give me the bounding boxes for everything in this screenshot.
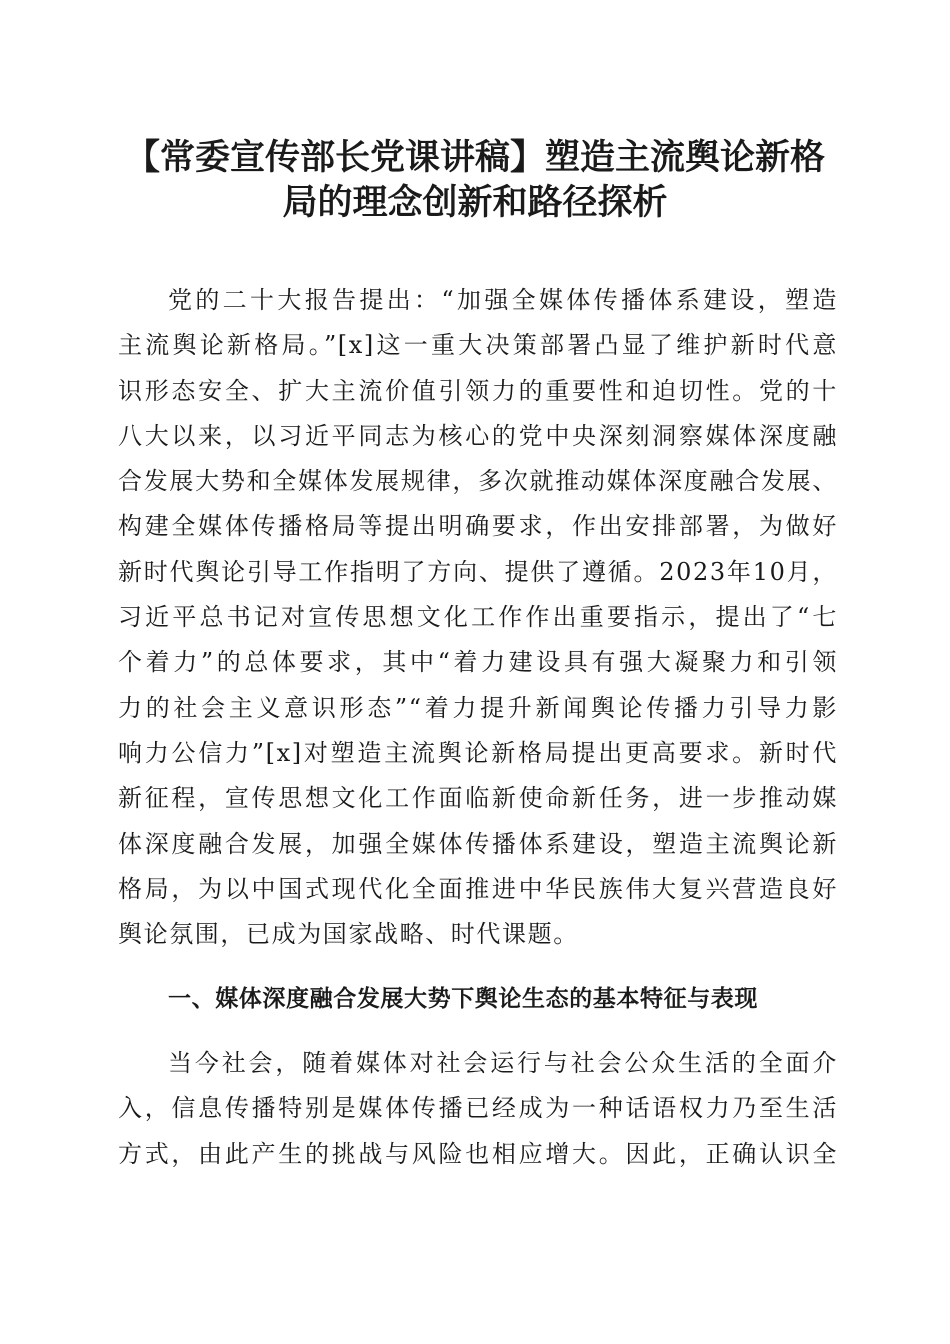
title-line: 【常委宣传部长党课讲稿】塑造主流舆论新格 [124, 138, 825, 178]
paragraph-line: 方式，由此产生的挑战与风险也相应增大。因此，正确认识全 [118, 1139, 838, 1168]
paragraph-line: 新征程，宣传思想文化工作面临新使命新任务，进一步推动媒 [118, 784, 838, 813]
paragraph-line: 八大以来，以习近平同志为核心的党中央深刻洞察媒体深度融 [118, 421, 838, 450]
paragraph-line: 入，信息传播特别是媒体传播已经成为一种话语权力乃至生活 [118, 1094, 838, 1123]
paragraph-line: 新时代舆论引导工作指明了方向、提供了遵循。2023年10月， [118, 557, 838, 586]
paragraph-line: 响力公信力”[x]对塑造主流舆论新格局提出更高要求。新时代 [118, 738, 838, 767]
paragraph-line: 主流舆论新格局。”[x]这一重大决策部署凸显了维护新时代意 [118, 331, 838, 360]
paragraph-1 [118, 278, 838, 957]
paragraph-line: 党的二十大报告提出：“加强全媒体传播体系建设，塑造 [168, 286, 838, 314]
section-heading: 一、媒体深度融合发展大势下舆论生态的基本特征与表现 [168, 985, 758, 1012]
document-body [118, 278, 838, 1177]
paragraph-line: 识形态安全、扩大主流价值引领力的重要性和迫切性。党的十 [118, 376, 838, 405]
document-title [120, 136, 830, 226]
paragraph-line: 个着力”的总体要求，其中“着力建设具有强大凝聚力和引领 [118, 648, 838, 677]
paragraph-line: 格局，为以中国式现代化全面推进中华民族伟大复兴营造良好 [118, 874, 838, 903]
paragraph-line: 当今社会，随着媒体对社会运行与社会公众生活的全面介 [168, 1048, 838, 1077]
paragraph-line: 合发展大势和全媒体发展规律，多次就推动媒体深度融合发展、 [118, 467, 838, 496]
paragraph-line: 习近平总书记对宣传思想文化工作作出重要指示，提出了“七 [118, 603, 838, 632]
paragraph-2 [118, 1041, 838, 1177]
paragraph-line: 体深度融合发展，加强全媒体传播体系建设，塑造主流舆论新 [118, 829, 838, 858]
title-line: 局的理念创新和路径探析 [282, 183, 668, 223]
paragraph-line: 力的社会主义意识形态”“着力提升新闻舆论传播力引导力影 [118, 693, 838, 722]
paragraph-line: 舆论氛围，已成为国家战略、时代课题。 [118, 920, 579, 949]
paragraph-line: 构建全媒体传播格局等提出明确要求，作出安排部署，为做好 [118, 512, 838, 541]
